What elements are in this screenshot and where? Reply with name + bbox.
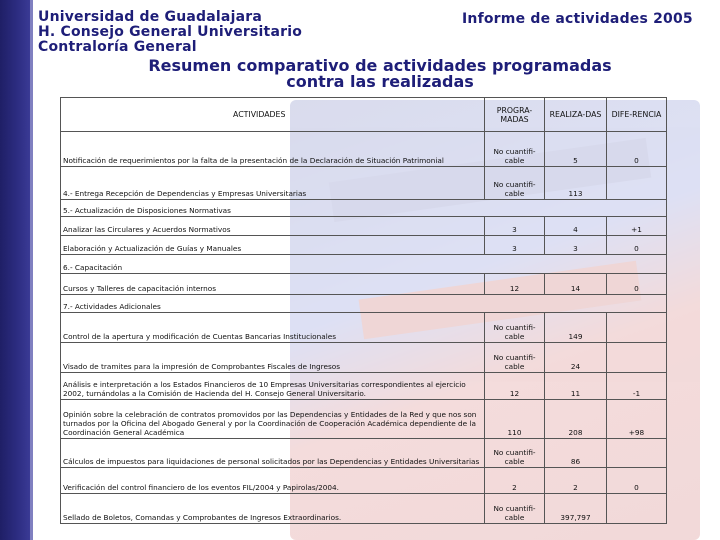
done-cell: 208 — [545, 400, 607, 439]
programmed-cell: 2 — [485, 468, 545, 494]
programmed-cell: 12 — [485, 274, 545, 295]
difference-cell — [607, 343, 667, 373]
page-title-line2: contra las realizadas — [286, 72, 474, 91]
activity-cell: Opinión sobre la celebración de contratos promovidos por las Dependencias y Entidades de la Red y que nos son turnados por la Oficina del Abogado General y por la Coordinación de Cooperación Académica dependiente de la Coordinación General Académica — [61, 400, 485, 439]
table-row — [61, 400, 667, 439]
activity-cell: Analizar las Circulares y Acuerdos Normativos — [61, 217, 485, 236]
section-row — [61, 295, 667, 313]
section-row — [61, 255, 667, 274]
table-row — [61, 494, 667, 524]
report-title: Informe de actividades 2005 — [462, 11, 693, 27]
activity-cell: Cursos y Talleres de capacitación internos — [61, 274, 485, 295]
difference-cell — [607, 439, 667, 468]
programmed-cell: No cuantifi-cable — [485, 167, 545, 200]
programmed-cell: No cuantifi-cable — [485, 132, 545, 167]
table-row — [61, 343, 667, 373]
done-cell: 14 — [545, 274, 607, 295]
done-cell: 149 — [545, 313, 607, 343]
activity-cell: Verificación del control financiero de los eventos FIL/2004 y Papirolas/2004. — [61, 468, 485, 494]
done-cell: 86 — [545, 439, 607, 468]
programmed-cell: No cuantifi-cable — [485, 343, 545, 373]
activity-cell: Control de la apertura y modificación de Cuentas Bancarias Institucionales — [61, 313, 485, 343]
difference-cell: -1 — [607, 373, 667, 400]
header-done: REALIZA-DAS — [545, 98, 607, 132]
programmed-cell: 110 — [485, 400, 545, 439]
activity-cell: Visado de tramites para la impresión de Comprobantes Fiscales de Ingresos — [61, 343, 485, 373]
office-name: Contraloría General — [38, 39, 197, 55]
difference-cell: 0 — [607, 468, 667, 494]
page-title-line1: Resumen comparativo de actividades programadas — [148, 56, 612, 75]
programmed-cell: No cuantifi-cable — [485, 313, 545, 343]
activity-cell: 4.- Entrega Recepción de Dependencias y Empresas Universitarias — [61, 167, 485, 200]
activity-cell: Notificación de requerimientos por la falta de la presentación de la Declaración de Situación Patrimonial — [61, 132, 485, 167]
difference-cell: 0 — [607, 132, 667, 167]
table-row — [61, 217, 667, 236]
table-row — [61, 373, 667, 400]
table-row — [61, 132, 667, 167]
difference-cell: +1 — [607, 217, 667, 236]
difference-cell — [607, 494, 667, 524]
difference-cell — [607, 313, 667, 343]
difference-cell: +98 — [607, 400, 667, 439]
council-name: H. Consejo General Universitario — [38, 24, 303, 40]
section-title: 6.- Capacitación — [61, 255, 667, 274]
difference-cell — [607, 167, 667, 200]
table-row — [61, 468, 667, 494]
activities-table — [60, 97, 667, 524]
difference-cell: 0 — [607, 274, 667, 295]
section-title: 5.- Actualización de Disposiciones Normativas — [61, 200, 667, 217]
done-cell: 3 — [545, 236, 607, 255]
activity-cell: Cálculos de impuestos para liquidaciones de personal solicitados por las Dependencias y Entidades Universitarias — [61, 439, 485, 468]
section-title: 7.- Actividades Adicionales — [61, 295, 667, 313]
table-row — [61, 313, 667, 343]
difference-cell: 0 — [607, 236, 667, 255]
activity-cell: Sellado de Boletos, Comandas y Comprobantes de Ingresos Extraordinarios. — [61, 494, 485, 524]
section-row — [61, 200, 667, 217]
done-cell: 2 — [545, 468, 607, 494]
programmed-cell: 12 — [485, 373, 545, 400]
done-cell: 11 — [545, 373, 607, 400]
table-row — [61, 274, 667, 295]
table-row — [61, 236, 667, 255]
header-difference: DIFE-RENCIA — [607, 98, 667, 132]
table-row — [61, 167, 667, 200]
done-cell: 4 — [545, 217, 607, 236]
programmed-cell: No cuantifi-cable — [485, 494, 545, 524]
header-activities: ACTIVIDADES — [61, 98, 485, 132]
table-row — [61, 439, 667, 468]
header-programmed: PROGRA-MADAS — [485, 98, 545, 132]
activity-cell: Análisis e interpretación a los Estados Financieros de 10 Empresas Universitarias correspondientes al ejercicio 2002, turnándolas a la Comisión de Hacienda del H. Consejo General Universitario. — [61, 373, 485, 400]
programmed-cell: 3 — [485, 236, 545, 255]
done-cell: 113 — [545, 167, 607, 200]
done-cell: 5 — [545, 132, 607, 167]
programmed-cell: 3 — [485, 217, 545, 236]
activity-cell: Elaboración y Actualización de Guías y Manuales — [61, 236, 485, 255]
university-name: Universidad de Guadalajara — [38, 9, 262, 25]
done-cell: 24 — [545, 343, 607, 373]
done-cell: 397,797 — [545, 494, 607, 524]
programmed-cell: No cuantifi-cable — [485, 439, 545, 468]
